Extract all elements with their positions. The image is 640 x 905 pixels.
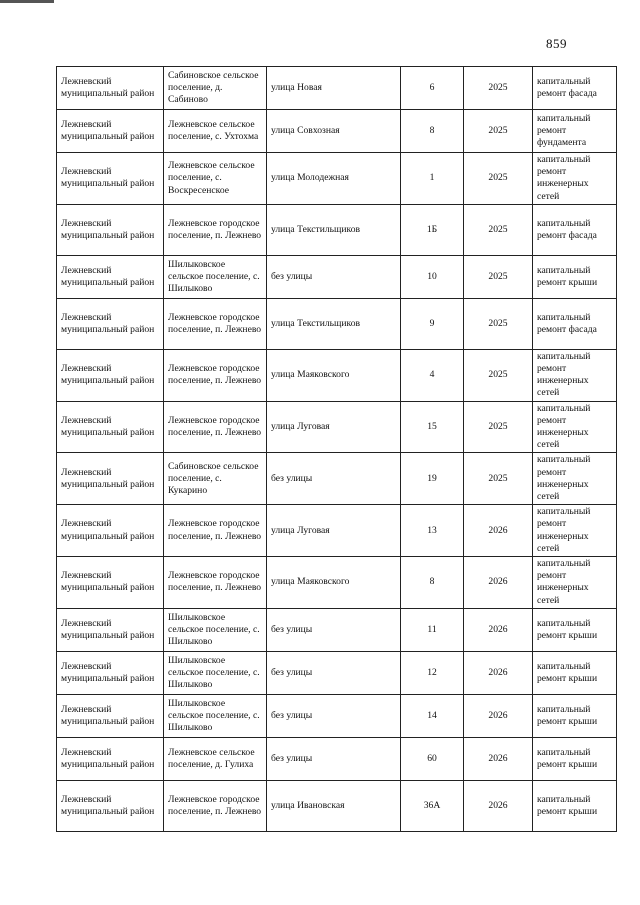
work-type-cell: капитальный ремонт инженерных сетей [533, 453, 617, 505]
table-row [57, 67, 617, 110]
settlement-cell: Лежневское городское поселение, п. Лежнево [164, 401, 267, 453]
district-cell: Лежневский муниципальный район [57, 153, 164, 205]
year-cell: 2025 [464, 255, 533, 298]
work-type-cell: капитальный ремонт крыши [533, 608, 617, 651]
table-row [57, 349, 617, 401]
table-row [57, 110, 617, 153]
settlement-cell: Лежневское городское поселение, п. Лежнево [164, 505, 267, 557]
settlement-cell: Шилыковское сельское поселение, с. Шилыково [164, 651, 267, 694]
house-number-cell: 15 [401, 401, 464, 453]
year-cell: 2026 [464, 557, 533, 609]
settlement-cell: Лежневское городское поселение, п. Лежнево [164, 557, 267, 609]
table-row [57, 557, 617, 609]
district-cell: Лежневский муниципальный район [57, 67, 164, 110]
house-number-cell: 19 [401, 453, 464, 505]
year-cell: 2025 [464, 67, 533, 110]
settlement-cell: Лежневское сельское поселение, с. Воскресенское [164, 153, 267, 205]
district-cell: Лежневский муниципальный район [57, 694, 164, 737]
table-row [57, 204, 617, 255]
district-cell: Лежневский муниципальный район [57, 737, 164, 780]
street-cell: улица Текстильщиков [267, 204, 401, 255]
year-cell: 2026 [464, 651, 533, 694]
settlement-cell: Сабиновское сельское поселение, с. Кукарино [164, 453, 267, 505]
repair-schedule-table [56, 66, 617, 832]
house-number-cell: 60 [401, 737, 464, 780]
year-cell: 2025 [464, 401, 533, 453]
district-cell: Лежневский муниципальный район [57, 110, 164, 153]
settlement-cell: Лежневское сельское поселение, д. Гулиха [164, 737, 267, 780]
house-number-cell: 8 [401, 110, 464, 153]
table-row [57, 780, 617, 831]
district-cell: Лежневский муниципальный район [57, 608, 164, 651]
house-number-cell: 36А [401, 780, 464, 831]
settlement-cell: Шилыковское сельское поселение, с. Шилыково [164, 608, 267, 651]
year-cell: 2026 [464, 505, 533, 557]
street-cell: улица Молодежная [267, 153, 401, 205]
table-row [57, 737, 617, 780]
table-row [57, 153, 617, 205]
work-type-cell: капитальный ремонт фасада [533, 67, 617, 110]
table-row [57, 694, 617, 737]
street-cell: улица Луговая [267, 505, 401, 557]
work-type-cell: капитальный ремонт инженерных сетей [533, 153, 617, 205]
settlement-cell: Лежневское городское поселение, п. Лежнево [164, 349, 267, 401]
table-row [57, 255, 617, 298]
street-cell: без улицы [267, 737, 401, 780]
street-cell: без улицы [267, 694, 401, 737]
house-number-cell: 13 [401, 505, 464, 557]
page-number: 859 [546, 36, 567, 51]
work-type-cell: капитальный ремонт крыши [533, 651, 617, 694]
table-row [57, 651, 617, 694]
district-cell: Лежневский муниципальный район [57, 255, 164, 298]
table-row [57, 453, 617, 505]
district-cell: Лежневский муниципальный район [57, 401, 164, 453]
street-cell: улица Новая [267, 67, 401, 110]
work-type-cell: капитальный ремонт фасада [533, 204, 617, 255]
district-cell: Лежневский муниципальный район [57, 557, 164, 609]
house-number-cell: 9 [401, 298, 464, 349]
work-type-cell: капитальный ремонт инженерных сетей [533, 401, 617, 453]
settlement-cell: Лежневское городское поселение, п. Лежнево [164, 780, 267, 831]
settlement-cell: Сабиновское сельское поселение, д. Сабиново [164, 67, 267, 110]
table-row [57, 401, 617, 453]
year-cell: 2025 [464, 453, 533, 505]
street-cell: без улицы [267, 608, 401, 651]
house-number-cell: 12 [401, 651, 464, 694]
district-cell: Лежневский муниципальный район [57, 505, 164, 557]
street-cell: без улицы [267, 453, 401, 505]
work-type-cell: капитальный ремонт инженерных сетей [533, 505, 617, 557]
work-type-cell: капитальный ремонт крыши [533, 737, 617, 780]
district-cell: Лежневский муниципальный район [57, 780, 164, 831]
settlement-cell: Лежневское сельское поселение, с. Ухтохма [164, 110, 267, 153]
house-number-cell: 6 [401, 67, 464, 110]
house-number-cell: 14 [401, 694, 464, 737]
settlement-cell: Лежневское городское поселение, п. Лежнево [164, 298, 267, 349]
scan-edge-mark [0, 0, 54, 3]
street-cell: улица Совхозная [267, 110, 401, 153]
year-cell: 2026 [464, 780, 533, 831]
street-cell: улица Маяковского [267, 349, 401, 401]
district-cell: Лежневский муниципальный район [57, 651, 164, 694]
house-number-cell: 8 [401, 557, 464, 609]
year-cell: 2026 [464, 737, 533, 780]
year-cell: 2025 [464, 204, 533, 255]
house-number-cell: 11 [401, 608, 464, 651]
house-number-cell: 1 [401, 153, 464, 205]
work-type-cell: капитальный ремонт фундамента [533, 110, 617, 153]
work-type-cell: капитальный ремонт крыши [533, 780, 617, 831]
settlement-cell: Лежневское городское поселение, п. Лежнево [164, 204, 267, 255]
table-row [57, 298, 617, 349]
work-type-cell: капитальный ремонт инженерных сетей [533, 557, 617, 609]
street-cell: без улицы [267, 651, 401, 694]
work-type-cell: капитальный ремонт фасада [533, 298, 617, 349]
house-number-cell: 1Б [401, 204, 464, 255]
work-type-cell: капитальный ремонт крыши [533, 255, 617, 298]
street-cell: улица Текстильщиков [267, 298, 401, 349]
street-cell: улица Ивановская [267, 780, 401, 831]
street-cell: улица Луговая [267, 401, 401, 453]
year-cell: 2025 [464, 110, 533, 153]
year-cell: 2025 [464, 153, 533, 205]
settlement-cell: Шилыковское сельское поселение, с. Шилыково [164, 694, 267, 737]
district-cell: Лежневский муниципальный район [57, 204, 164, 255]
house-number-cell: 10 [401, 255, 464, 298]
district-cell: Лежневский муниципальный район [57, 349, 164, 401]
street-cell: без улицы [267, 255, 401, 298]
work-type-cell: капитальный ремонт инженерных сетей [533, 349, 617, 401]
settlement-cell: Шилыковское сельское поселение, с. Шилыково [164, 255, 267, 298]
house-number-cell: 4 [401, 349, 464, 401]
year-cell: 2026 [464, 608, 533, 651]
street-cell: улица Маяковского [267, 557, 401, 609]
work-type-cell: капитальный ремонт крыши [533, 694, 617, 737]
year-cell: 2026 [464, 694, 533, 737]
table-row [57, 608, 617, 651]
table-row [57, 505, 617, 557]
year-cell: 2025 [464, 349, 533, 401]
district-cell: Лежневский муниципальный район [57, 298, 164, 349]
district-cell: Лежневский муниципальный район [57, 453, 164, 505]
year-cell: 2025 [464, 298, 533, 349]
